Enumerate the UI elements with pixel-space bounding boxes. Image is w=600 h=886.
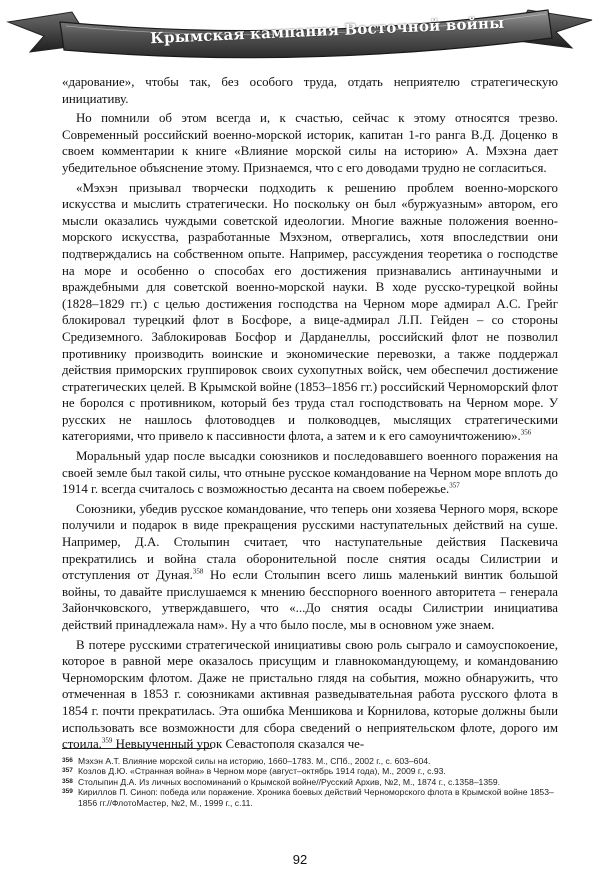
footnote-ref[interactable]: 358 [192,567,204,576]
footnote-ref[interactable]: 356 [520,429,532,438]
footnotes [62,756,558,808]
body-text [62,74,558,753]
footnote-number: 359 [62,788,73,796]
footnote-text: Мэхэн А.Т. Влияние морской силы на историю, 1660–1783. М., СПб., 2002 г., с. 603–604. [78,756,431,766]
running-header-title: Крымская кампания Восточной войны [149,13,505,48]
footnote-number: 356 [62,757,73,764]
footnote-number: 357 [62,767,73,775]
footnote [62,777,558,787]
footnote-ref[interactable]: 359 [101,736,113,745]
footnote [62,787,558,808]
footnote-ref[interactable]: 357 [449,481,460,490]
paragraph: Но помнили об этом всегда и, к счастью, сейчас к этому относятся трезво. Современный российский военно-морской историк, капитан 1-го ранга В.Д. Доценко в своем комментарии к книге «Влияние морской силы на историю» А. Мэхэна дает убедительное объяснение этому. Признаемся, что с его доводами трудно не согласиться. [62,111,558,175]
footnote-text: Столыпин Д.А. Из личных воспоминаний о Крымской войне//Русский Архив, №2, М., 1874 г., с.1358–1359. [78,776,501,787]
paragraph: Моральный удар после высадки союзников и последовавшего военного поражения на своей земле был такой силы, что отныне русское командование на Черном море вплоть до 1914 г. всегда считалось с возможностью десанта на своем побережье.$^{357}$ [62,449,558,497]
footnote-number: 358 [62,777,73,785]
footnote [62,766,558,776]
page-number: 92 [292,852,308,867]
paragraph: «дарование», чтобы так, без особого труда, отдать неприятелю стратегическую инициативу. [62,75,558,106]
footnote [62,756,558,766]
paragraph: «Мэхэн призывал творчески подходить к решению проблем военно-морского искусства и мыслить стратегически. Но поскольку он был «буржуазным» автором, его мысли оказались чуждыми советской идеологии. Многие важные положения военно-морского искусства, разработанные Мэхэном, отвергались, хотя впоследствии они подтверждались на собственном опыте. Например, рассуждения теоретика о господстве на море и особенно о способах его достижения признавались антинаучными и враждебными для советской военно-морской науки. В ходе русско-турецкой войны (1828–1829 гг.) с целью достижения господства на Черном море адмирал А.С. Грейг блокировал турецкий флот в Босфоре, а вице-адмирал Л.П. Гейден – со стороны Средиземного. Заблокировав Босфор и Дарданеллы, российский флот не позволил противнику производить воинские и экономические перевозки, а также поддержал действия приморских группировок своих сухопутных войск, чем обеспечил достижение стратегических целей. В Крымской войне (1853–1856 гг.) российский Черноморский флот не боролся с противником, который без труда стал господствовать на Черном море. У русских не нашлось флотоводцев и полководцев, мыслящих стратегическими категориями, что привело к пассивности флота, а затем и к его самоуничтожению».$^{356}$ [62,180,558,444]
footnote-text: Кириллов П. Синоп: победа или поражение. Хроника боевых действий Черноморского флота в Крымской войне 1853–1856 гг.//ФлотоМастер, №2, М., 1999 г., с.11. [78,787,554,808]
paragraph: В потере русскими стратегической инициативы свою роль сыграло и самоуспокоение, которое в равной мере оказалось присущим и главнокомандующему, и командованию Черноморским флотом. Даже не пристально глядя на события, можно обнаружить, что отмеченная в 1853 г. союзниками активная разведывательная работа русского флота в 1854 г. почти прекратилась. Эта ошибка Меншикова и Корнилова, которые должны были использовать все возможности для сбора сведений о неприятельском флоте, дорого им стоила.$^{359}$ Невыученный урок Севастополя сказался че- [62,637,558,752]
paragraph: Союзники, убедив русское командование, что теперь они хозяева Черного моря, вскоре получили и подарок в виде прекращения русскими наступательных действий на суше. Например, Д.А. Столыпин считает, что наступательные действия Паскевича прекратились и война стала оборонительной после снятия осады Силистрии и отступления от Дуная.$^{358}$ Но если Столыпин всего лишь маленький винтик большой войны, то давайте прислушаемся к мнению бесспорного военного авторитета – генерала Зайончковского, утверждавшего, что «...До снятия осады Силистрии инициатива действий принадлежала нам». Ну а что было после, мы в основном уже знаем. [62,501,558,632]
footnote-text: Козлов Д.Ю. «Странная война» в Черном море (август–октябрь 1914 года), М., 2009 г., с.93. [78,766,446,777]
footnote-divider [62,748,212,749]
